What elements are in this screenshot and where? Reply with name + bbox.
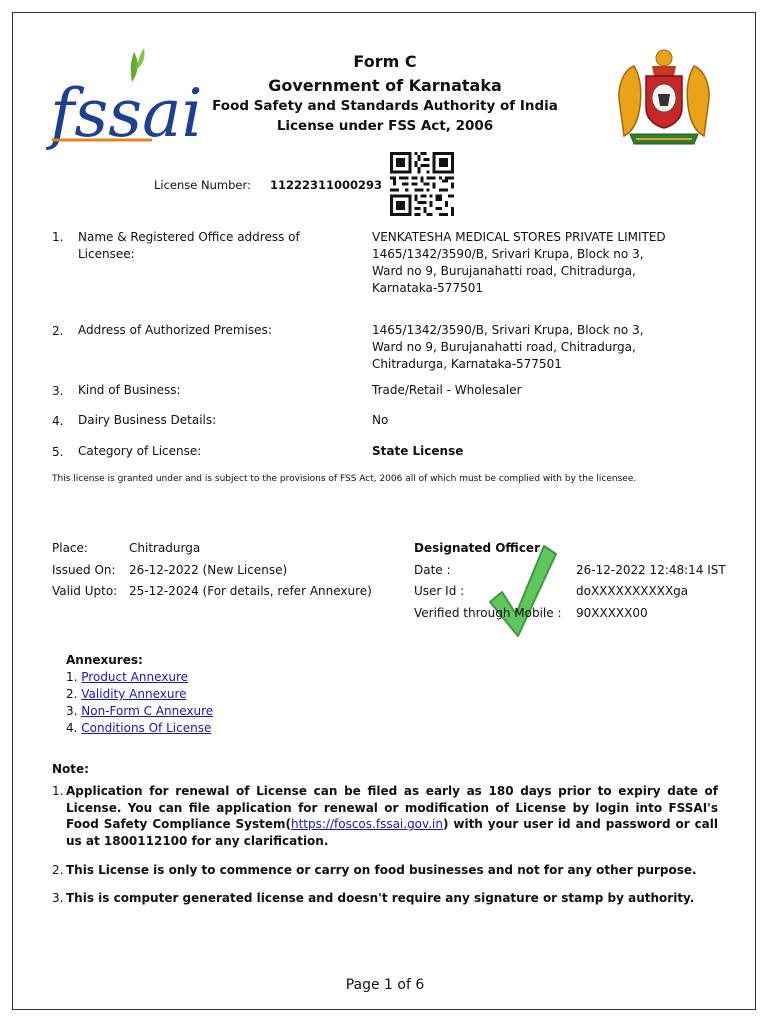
annexure-number: 3.	[66, 704, 78, 718]
row-number: 2.	[52, 324, 64, 338]
issued-on-value: 26-12-2022 (New License)	[129, 563, 288, 577]
note-item-1	[52, 783, 718, 849]
product-annexure-link[interactable]: Product Annexure	[81, 670, 189, 684]
license-category-value: State License	[372, 444, 464, 458]
officer-user-label: User Id :	[414, 584, 465, 598]
licensee-address-value: VENKATESHA MEDICAL STORES PRIVATE LIMITED 1465/1342/3590/B, Srivari Krupa, Block no 3, Ward no 9, Burujanahatti road, Chitradurga, Karnataka-577501	[372, 230, 666, 295]
row-number: 1.	[52, 230, 64, 244]
license-number-label: License Number:	[154, 178, 251, 192]
note-item-2	[52, 862, 718, 879]
officer-mobile-value: 90XXXXX00	[576, 606, 648, 620]
premises-address-label: Address of Authorized Premises:	[78, 323, 272, 337]
fssai-logo	[48, 44, 203, 152]
license-category-label: Category of License:	[78, 444, 202, 458]
foscos-link[interactable]: https://foscos.fssai.gov.in	[291, 817, 443, 831]
page-number: Page 1 of 6	[345, 977, 425, 993]
note-number: 3.	[52, 891, 64, 905]
valid-upto-label: Valid Upto:	[52, 584, 118, 598]
annexures-title: Annexures:	[66, 653, 143, 667]
government-title: Government of Karnataka	[268, 76, 502, 95]
business-kind-label: Kind of Business:	[78, 383, 181, 397]
place-label: Place:	[52, 541, 88, 555]
license-disclaimer: This license is granted under and is subject to the provisions of FSS Act, 2006 all of which must be complied with by the licensee.	[52, 474, 637, 484]
conditions-of-license-link[interactable]: Conditions Of License	[81, 721, 212, 735]
authority-title: Food Safety and Standards Authority of India	[212, 98, 558, 114]
valid-upto-value: 25-12-2024 (For details, refer Annexure)	[129, 584, 372, 598]
note-3-text: This is computer generated license and doesn't require any signature or stamp by authority.	[66, 891, 695, 905]
non-form-c-annexure-link[interactable]: Non-Form C Annexure	[81, 704, 214, 718]
note-number: 2.	[52, 863, 64, 877]
annexure-number: 1.	[66, 670, 78, 684]
row-number: 3.	[52, 384, 64, 398]
dairy-details-value: No	[372, 413, 389, 427]
act-title: License under FSS Act, 2006	[276, 118, 494, 134]
annexure-item	[66, 721, 211, 735]
note-number: 1.	[52, 784, 64, 798]
annexure-number: 2.	[66, 687, 78, 701]
license-number: 11222311000293	[270, 178, 383, 192]
note-2-text: This License is only to commence or carry on food businesses and not for any other purpose.	[66, 863, 697, 877]
officer-date-value: 26-12-2022 12:48:14 IST	[576, 563, 726, 577]
note-1-text-a: Application for renewal of License can be filed as early as 180 days prior to expiry date of License. You can file application for renewal or modification of License by login into FSSAI's Food Safety Compliance System(	[66, 784, 718, 831]
officer-date-label: Date :	[414, 563, 451, 577]
row-number: 4.	[52, 414, 64, 428]
verified-check-icon	[488, 540, 558, 640]
premises-address-value: 1465/1342/3590/B, Srivari Krupa, Block no 3, Ward no 9, Burujanahatti road, Chitradurga, Chitradurga, Karnataka-577501	[372, 323, 644, 371]
annexure-item	[66, 687, 187, 701]
note-1-text-b: ) with your user id and password or call us at 1800112100 for any clarification.	[66, 817, 719, 848]
officer-mobile-label: Verified through Mobile :	[414, 606, 562, 620]
annexure-item	[66, 670, 188, 684]
page-border	[12, 12, 756, 1010]
svg-text:fssai: fssai	[50, 75, 203, 152]
place-value: Chitradurga	[129, 541, 201, 555]
officer-user-value: doXXXXXXXXXXga	[576, 584, 689, 598]
row-number: 5.	[52, 445, 64, 459]
licensee-address-label: Name & Registered Office address of Licensee:	[78, 230, 300, 261]
validity-annexure-link[interactable]: Validity Annexure	[81, 687, 187, 701]
annexure-number: 4.	[66, 721, 78, 735]
dairy-details-label: Dairy Business Details:	[78, 413, 217, 427]
form-title: Form C	[353, 52, 417, 71]
note-title: Note:	[52, 762, 89, 776]
business-kind-value: Trade/Retail - Wholesaler	[372, 383, 522, 397]
designated-officer-title: Designated Officer	[414, 541, 540, 555]
karnataka-emblem	[610, 46, 718, 148]
qr-code	[390, 152, 454, 216]
note-item-3	[52, 890, 718, 907]
issued-on-label: Issued On:	[52, 563, 116, 577]
annexure-item	[66, 704, 213, 718]
